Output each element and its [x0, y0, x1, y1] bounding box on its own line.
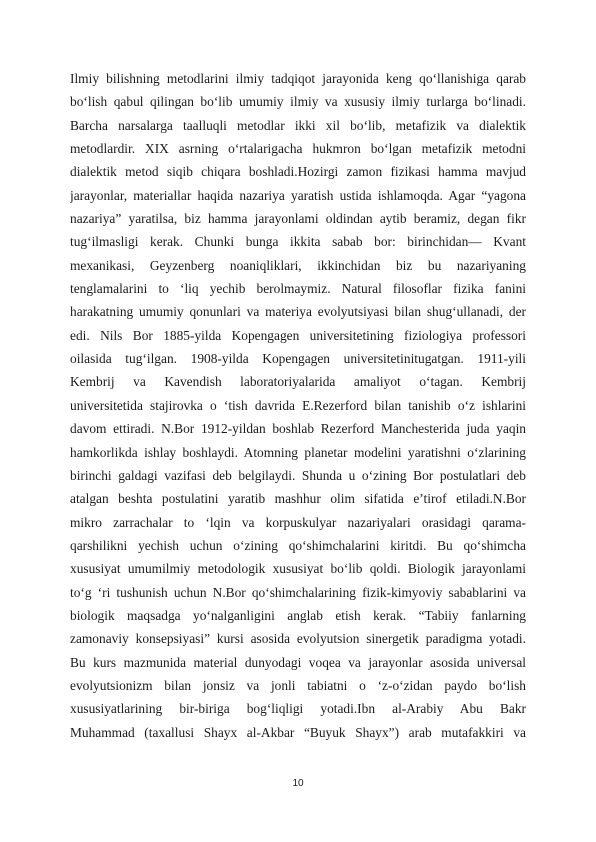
text-line: harakatning umumiy qonunlari va materiya evolyutsiyasi bilan shug‘ullanadi, der	[70, 304, 526, 320]
text-line: xususiyat umumilmiy metodologik xususiyat bo‘lib qoldi. Biologik jarayonlami	[70, 561, 526, 577]
text-line: Kembrij va Kavendish laboratoriyalarida amaliyot o‘tagan. Kembrij	[70, 374, 526, 390]
text-line: zamonaviy konsepsiyasi” kursi asosida evolyutsion sinergetik paradigma yotadi.	[70, 631, 526, 647]
text-line: Barcha narsalarga taalluqli metodlar ikki xil bo‘lib, metafizik va dialektik	[70, 117, 526, 133]
text-line: tenglamalarini to ‘liq yechib berolmaymiz. Natural filosoflar fizika fanini	[70, 281, 526, 297]
text-line: universitetida stajirovka o ‘tish davrida E.Rezerford bilan tanishib o‘z ishlarini	[70, 397, 526, 413]
text-line: qarshilikni yechish uchun o‘zining qo‘shimchalarini kiritdi. Bu qo‘shimcha	[70, 537, 526, 553]
text-line: metodlardir. XIX asrning o‘rtalarigacha hukmron bo‘lgan metafizik metodni	[70, 141, 526, 157]
text-line: biologik maqsadga yo‘nalganligini anglab etish kerak. “Tabiiy fanlarning	[70, 607, 526, 623]
body-paragraph	[70, 67, 526, 744]
text-line: mikro zarrachalar to ‘lqin va korpuskulyar nazariyalari orasidagi qarama-	[70, 514, 526, 530]
text-line: xususiyatlarining bir-biriga bog‘liqligi yotadi.Ibn al-Arabiy Abu Bakr	[70, 701, 526, 717]
page-number: 10	[292, 778, 304, 789]
text-line: birinchi galdagi vazifasi deb belgilaydi. Shunda u o‘zining Bor postulatlari deb	[70, 467, 526, 483]
text-line: evolyutsionizm bilan jonsiz va jonli tabiatni o ‘z-o‘zidan paydo bo‘lish	[70, 677, 526, 693]
text-line: mexanikasi, Geyzenberg noaniqliklari, ikkinchidan biz bu nazariyaning	[70, 257, 526, 273]
text-line: atalgan beshta postulatini yaratib mashhur olim sifatida e’tirof etiladi.N.Bor	[70, 491, 526, 507]
text-line: hamkorlikda ishlay boshlaydi. Atomning planetar modelini yaratishni o‘zlarining	[70, 444, 526, 460]
text-line: oilasida tug‘ilgan. 1908-yilda Kopengagen universitetinitugatgan. 1911-yili	[70, 351, 526, 367]
text-line: nazariya” yaratilsa, biz hamma jarayonlami oldindan aytib beramiz, degan fikr	[70, 211, 526, 227]
text-line: bo‘lish qabul qilingan bo‘lib umumiy ilmiy va xususiy ilmiy turlarga bo‘linadi.	[70, 94, 526, 110]
text-line: dialektik metod siqib chiqara boshladi.Hozirgi zamon fizikasi hamma mavjud	[70, 164, 526, 180]
text-line: edi. Nils Bor 1885-yilda Kopengagen universitetining fiziologiya professori	[70, 327, 526, 343]
text-line: Muhammad (taxallusi Shayx al-Akbar “Buyuk Shayx”) arab mutafakkiri va	[70, 724, 526, 740]
text-line: Bu kurs mazmunida material dunyodagi voqea va jarayonlar asosida universal	[70, 654, 526, 670]
text-line: davom ettiradi. N.Bor 1912-yildan boshlab Rezerford Manchesterida juda yaqin	[70, 421, 526, 437]
text-line: jarayonlar, materiallar haqida nazariya yaratish ustida ishlamoqda. Agar “yagona	[70, 187, 526, 203]
text-line: to‘g ‘ri tushunish uchun N.Bor qo‘shimchalarining fizik-kimyoviy sabablarini va	[70, 584, 526, 600]
text-line: tug‘ilmasligi kerak. Chunki bunga ikkita sabab bor: birinchidan— Kvant	[70, 234, 526, 250]
text-line: Ilmiy bilishning metodlarini ilmiy tadqiqot jarayonida keng qo‘llanishiga qarab	[70, 71, 526, 86]
